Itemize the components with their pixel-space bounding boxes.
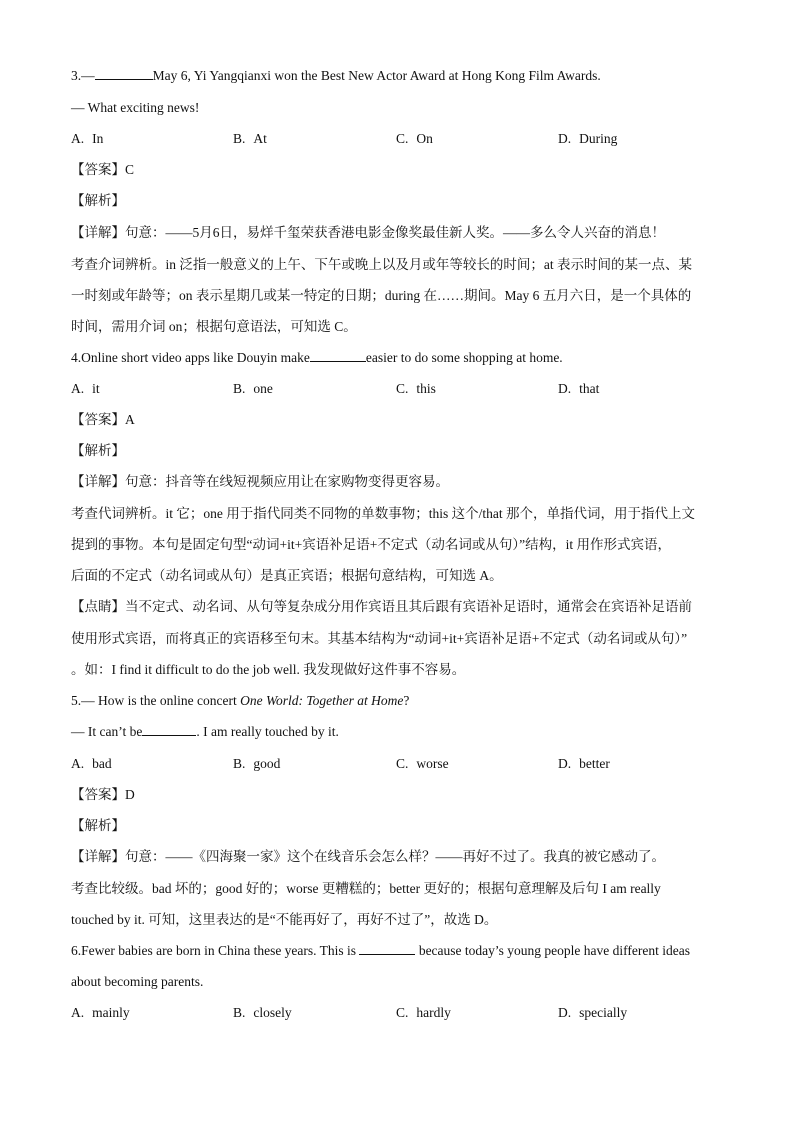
- q3-stem: [71, 67, 601, 85]
- q4-stem: 4.Online short video apps like Douyin make easier to do some shopping at home.: [71, 350, 563, 365]
- q5-option-d: D. better: [558, 756, 610, 771]
- answer-label: 【答案】: [71, 412, 125, 427]
- q4-blank: [310, 349, 366, 362]
- q4-analysis-label: 【解析】: [71, 443, 125, 458]
- q4-tip-line-1: 【点睛】当不定式、动名词、从句等复杂成分用作宾语且其后跟有宾语补足语时，通常会在宾语补足语前: [71, 599, 692, 614]
- q4-option-d: D. that: [558, 381, 600, 396]
- q4-options: [71, 380, 731, 398]
- q5-stem: 5.— How is the online concert One World: Together at Home?: [71, 693, 410, 708]
- q5-options: [71, 755, 731, 773]
- q5-concert-title: One World: Together at Home: [240, 693, 404, 708]
- q5-detail-line-3: touched by it. 可知，这里表达的是“不能再好了，再好不过了”，故选 D。: [71, 912, 498, 927]
- q6-option-d: D. specially: [558, 1005, 628, 1020]
- detail-label: 【详解】: [71, 474, 125, 489]
- q4-answer-value: A: [125, 412, 135, 427]
- q4-answer: [71, 411, 135, 429]
- tip-label: 【点睛】: [71, 599, 125, 614]
- q3-options: [71, 130, 731, 148]
- q5-blank: [142, 723, 196, 736]
- detail-label: 【详解】: [71, 225, 125, 240]
- q5-analysis-label: 【解析】: [71, 818, 125, 833]
- q3-option-b: B. At: [233, 131, 267, 146]
- q3-detail-line-1: 【详解】句意：——5月6日，易烊千玺荣获香港电影金像奖最佳新人奖。——多么令人兴奋的消息！: [71, 225, 665, 240]
- q6-option-b: B. closely: [233, 1005, 292, 1020]
- q5-reply: — It can’t be . I am really touched by it.: [71, 724, 339, 739]
- answer-label: 【答案】: [71, 162, 125, 177]
- q4-detail-line-3: 提到的事物。本句是固定句型“动词+it+宾语补足语+不定式（动名词或从句）”结构，it 用作形式宾语，: [71, 537, 671, 552]
- q3-number: 3.—: [71, 68, 95, 83]
- q6-stem-line-2: about becoming parents.: [71, 974, 204, 989]
- q5-detail-line-2: 考查比较级。bad 坏的；good 好的；worse 更糟糕的；better 更好的；根据句意理解及后句 I am really: [71, 881, 661, 896]
- q3-stem-text: May 6, Yi Yangqianxi won the Best New Actor Award at Hong Kong Film Awards.: [152, 68, 601, 83]
- q6-options: [71, 1004, 731, 1022]
- q6-option-c: C. hardly: [396, 1005, 451, 1020]
- q5-option-b: B. good: [233, 756, 281, 771]
- q3-option-a: A. In: [71, 131, 104, 146]
- q5-option-c: C. worse: [396, 756, 449, 771]
- q4-detail-line-1: 【详解】句意：抖音等在线短视频应用让在家购物变得更容易。: [71, 474, 449, 489]
- q5-option-a: A. bad: [71, 756, 112, 771]
- q3-reply: — What exciting news!: [71, 100, 200, 115]
- q4-tip-line-2: 使用形式宾语，而将真正的宾语移至句末。其基本结构为“动词+it+宾语补足语+不定式（动名词或从句）”: [71, 631, 688, 646]
- q3-option-d: D. During: [558, 131, 618, 146]
- detail-label: 【详解】: [71, 849, 125, 864]
- q3-answer-value: C: [125, 162, 135, 177]
- q6-blank: [359, 942, 415, 955]
- q6-stem-line-1: 6.Fewer babies are born in China these years. This is because today’s young people have different ideas: [71, 943, 690, 958]
- q4-detail-line-4: 后面的不定式（动名词或从句）是真正宾语；根据句意结构，可知选 A。: [71, 568, 503, 583]
- q3-analysis-label: 【解析】: [71, 193, 125, 208]
- q4-option-c: C. this: [396, 381, 436, 396]
- q3-answer: [71, 161, 134, 179]
- q5-answer-value: D: [125, 787, 135, 802]
- q4-option-a: A. it: [71, 381, 100, 396]
- q3-detail-line-3: 一时刻或年龄等；on 表示星期几或某一特定的日期；during 在……期间。May 6 五月六日，是一个具体的: [71, 288, 692, 303]
- q3-detail-line-4: 时间，需用介词 on；根据句意语法，可知选 C。: [71, 319, 357, 334]
- q4-tip-line-3: 。如：I find it difficult to do the job well. 我发现做好这件事不容易。: [71, 662, 466, 677]
- q4-detail-line-2: 考查代词辨析。it 它；one 用于指代同类不同物的单数事物；this 这个/that 那个，单指代词，用于指代上文: [71, 506, 695, 521]
- q3-detail-line-2: 考查介词辨析。in 泛指一般意义的上午、下午或晚上以及月或年等较长的时间；at 表示时间的某一点、某: [71, 257, 692, 272]
- q6-option-a: A. mainly: [71, 1005, 130, 1020]
- q3-blank: [95, 67, 153, 80]
- answer-label: 【答案】: [71, 787, 125, 802]
- q4-option-b: B. one: [233, 381, 273, 396]
- q3-option-c: C. On: [396, 131, 433, 146]
- q5-detail-line-1: 【详解】句意：——《四海聚一家》这个在线音乐会怎么样？——再好不过了。我真的被它感动了。: [71, 849, 665, 864]
- q5-answer: [71, 786, 135, 804]
